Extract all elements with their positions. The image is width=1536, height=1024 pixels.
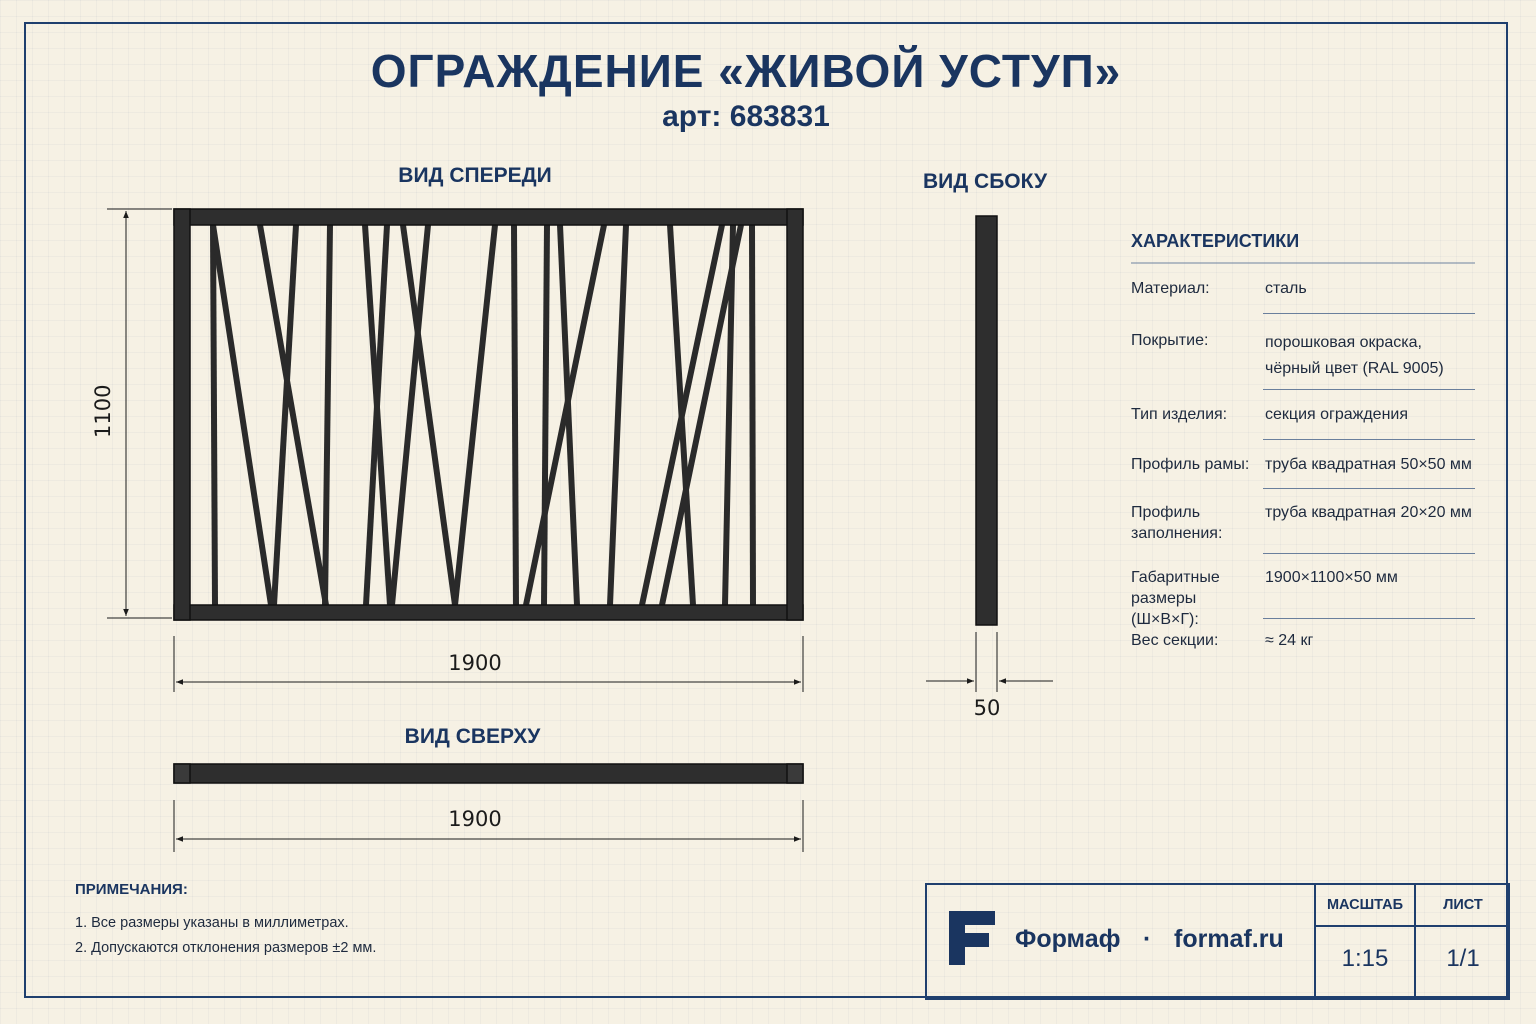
spec-value-type: секция ограждения	[1265, 406, 1409, 423]
spec-value-frame-profile: труба квадратная 50×50 мм	[1265, 456, 1472, 473]
infill-bar	[213, 225, 271, 605]
spec-label-material: Материал:	[1131, 280, 1210, 297]
spec-label-dimensions: Габаритные размеры (Ш×В×Г):	[1131, 569, 1220, 628]
page-title: ОГРАЖДЕНИЕ «ЖИВОЙ УСТУП»	[370, 45, 1122, 97]
brand-name: Формаф	[1015, 925, 1121, 953]
scale-label: МАСШТАБ	[1326, 897, 1404, 913]
brand-site: formaf.ru	[1174, 925, 1284, 953]
spec-label-infill-profile: Профиль заполнения:	[1131, 504, 1223, 542]
frame-bottom-rail	[174, 605, 803, 620]
frame-right-post	[787, 209, 803, 620]
infill-bar	[610, 225, 626, 605]
top-width-label: 1900	[448, 807, 502, 831]
frame-left-post	[174, 209, 190, 620]
spec-label-coating: Покрытие:	[1131, 332, 1209, 349]
front-width-label: 1900	[448, 651, 502, 675]
infill-bar	[752, 225, 753, 605]
scale-value: 1:15	[1341, 945, 1389, 972]
spec-value-dimensions: 1900×1100×50 мм	[1265, 569, 1398, 586]
spec-divider	[1263, 389, 1475, 390]
spec-value-infill-profile: труба квадратная 20×20 мм	[1265, 504, 1472, 521]
spec-value-weight: ≈ 24 кг	[1265, 632, 1314, 649]
infill-bar	[544, 225, 547, 605]
note-item: 2. Допускаются отклонения размеров ±2 мм.	[75, 940, 377, 956]
spec-divider	[1263, 313, 1475, 314]
top-view-post-right	[787, 764, 803, 783]
infill-bar	[455, 225, 495, 605]
spec-value-coating: порошковая окраска, чёрный цвет (RAL 9005)	[1265, 334, 1444, 377]
infill-bar	[514, 225, 516, 605]
top-view-post-left	[174, 764, 190, 783]
spec-divider	[1263, 488, 1475, 489]
title-block	[925, 883, 1510, 1000]
frame-top-rail	[174, 209, 803, 225]
sheet-label: ЛИСТ	[1443, 897, 1483, 913]
height-dimension-label: 1100	[91, 384, 115, 438]
spec-label-type: Тип изделия:	[1131, 406, 1228, 423]
top-view-profile	[174, 764, 803, 783]
spec-label-weight: Вес секции:	[1131, 632, 1219, 649]
sheet-value: 1/1	[1446, 945, 1480, 972]
infill-bar	[325, 225, 330, 605]
top-view-label: ВИД СВЕРХУ	[404, 725, 541, 748]
spec-divider	[1263, 553, 1475, 554]
notes-heading: ПРИМЕЧАНИЯ:	[75, 881, 188, 898]
spec-divider	[1263, 618, 1475, 619]
side-view-label: ВИД СБОКУ	[922, 170, 1048, 193]
specs-heading: ХАРАКТЕРИСТИКИ	[1131, 231, 1300, 251]
infill-bar	[642, 225, 722, 605]
logo-f-icon	[949, 911, 997, 965]
spec-label-frame-profile: Профиль рамы:	[1131, 456, 1250, 473]
infill-bar	[213, 225, 215, 605]
note-item: 1. Все размеры указаны в миллиметрах.	[75, 915, 349, 931]
brand-separator: ·	[1143, 925, 1152, 953]
spec-value-material: сталь	[1265, 280, 1307, 297]
front-view-infill	[213, 225, 753, 605]
article-number: арт: 683831	[662, 100, 830, 133]
side-width-label: 50	[973, 696, 1001, 720]
spec-divider	[1263, 439, 1475, 440]
side-view-profile	[976, 216, 997, 625]
front-view-label: ВИД СПЕРЕДИ	[398, 164, 552, 187]
side-width-dimension	[926, 632, 1053, 692]
